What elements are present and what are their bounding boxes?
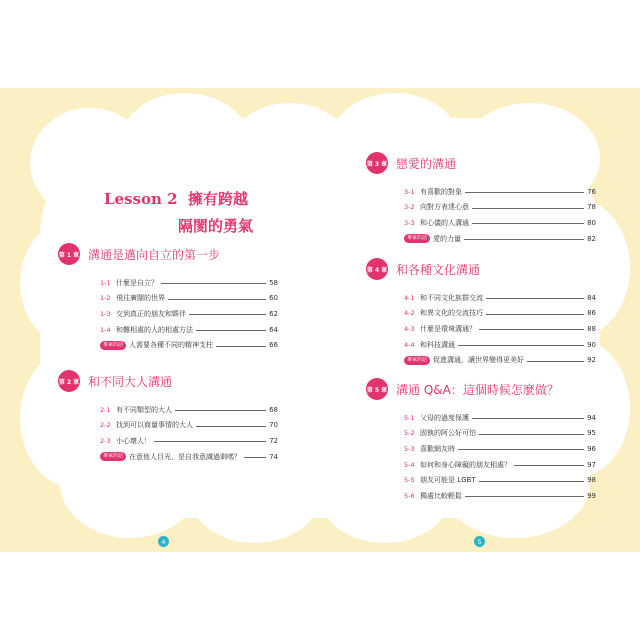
chapter-title: 溝通 Q&A：這個時候怎麼做？: [396, 382, 559, 397]
left-page: [0, 88, 320, 552]
toc-entry-expert[interactable]: 專家的話 愛的力量 82: [404, 231, 596, 247]
toc-entry[interactable]: 3-2 向對方表達心意 78: [404, 203, 596, 212]
toc-entry[interactable]: 2-1 有不同類型的大人 68: [100, 405, 278, 414]
lesson-title: [104, 188, 253, 236]
toc-entry[interactable]: 3-1 有喜歡的對象 76: [404, 187, 596, 196]
toc-entry-expert[interactable]: 專家的話 人需要各種不同的精神支柱 66: [100, 337, 278, 353]
page-number-left: 4: [158, 536, 169, 547]
toc-entry[interactable]: 4-4 和科技溝通 90: [404, 340, 596, 349]
chapter-badge: 第 3 章: [366, 152, 388, 174]
toc-entry[interactable]: 4-1 和不同文化族群交流 84: [404, 293, 596, 302]
book-spread: [0, 88, 640, 552]
toc-entry[interactable]: 5-5 朋友可能是 LGBT 98: [404, 476, 596, 485]
chapter-2: [58, 370, 278, 464]
toc-entry-expert[interactable]: 專家的話 促進溝通，讓世界變得更美好 92: [404, 352, 596, 368]
chapter-badge: 第 2 章: [58, 370, 80, 392]
toc-entry[interactable]: 1-4 和難相處的人的相處方法 64: [100, 325, 278, 334]
toc-entry[interactable]: 4-3 什麼是環境溝通？ 88: [404, 324, 596, 333]
toc-entry[interactable]: 2-2 找到可以商量事情的大人 70: [100, 421, 278, 430]
toc-entry[interactable]: 2-3 小心壞人！ 72: [100, 436, 278, 445]
chapter-title: 和不同大人溝通: [88, 374, 173, 389]
toc-entry[interactable]: 4-2 和異文化的交流技巧 86: [404, 309, 596, 318]
toc-entry[interactable]: 1-2 飛往廣闊的世界 60: [100, 294, 278, 303]
chapter-5: [366, 378, 596, 504]
lesson-label: Lesson 2: [104, 190, 178, 208]
chapter-badge: 第 4 章: [366, 258, 388, 280]
page-number-right: 5: [474, 536, 485, 547]
toc-entry[interactable]: 1-3 交到真正的朋友和夥伴 62: [100, 309, 278, 318]
lesson-title-line1: 擁有跨越: [188, 190, 249, 208]
chapter-badge: 第 5 章: [366, 378, 388, 400]
toc-entry[interactable]: 3-3 和心儀的人溝通 80: [404, 218, 596, 227]
right-page: [320, 88, 640, 552]
chapter-badge: 第 1 章: [58, 243, 80, 265]
chapter-4: [366, 258, 596, 368]
lesson-title-line2: 隔閡的勇氣: [178, 217, 254, 235]
chapter-1: [58, 243, 278, 353]
chapter-title: 戀愛的溝通: [396, 156, 457, 171]
toc-entry[interactable]: 5-4 如何和身心障礙的朋友相處？ 97: [404, 460, 596, 469]
toc-entry[interactable]: 5-6 獨處比較輕鬆 99: [404, 491, 596, 500]
chapter-title: 溝通是邁向自立的第一步: [88, 247, 221, 262]
toc-entry[interactable]: 5-1 父母的過度保護 94: [404, 413, 596, 422]
toc-entry[interactable]: 1-1 什麼是自立？ 58: [100, 278, 278, 287]
chapter-title: 和各種文化溝通: [396, 262, 481, 277]
toc-entry[interactable]: 5-2 固執的阿公好可怕 95: [404, 429, 596, 438]
chapter-3: [366, 152, 596, 246]
toc-entry-expert[interactable]: 專家的話 在意他人目光，是自我意識過剩嗎？ 74: [100, 449, 278, 465]
toc-entry[interactable]: 5-3 喜歡網友時 96: [404, 444, 596, 453]
